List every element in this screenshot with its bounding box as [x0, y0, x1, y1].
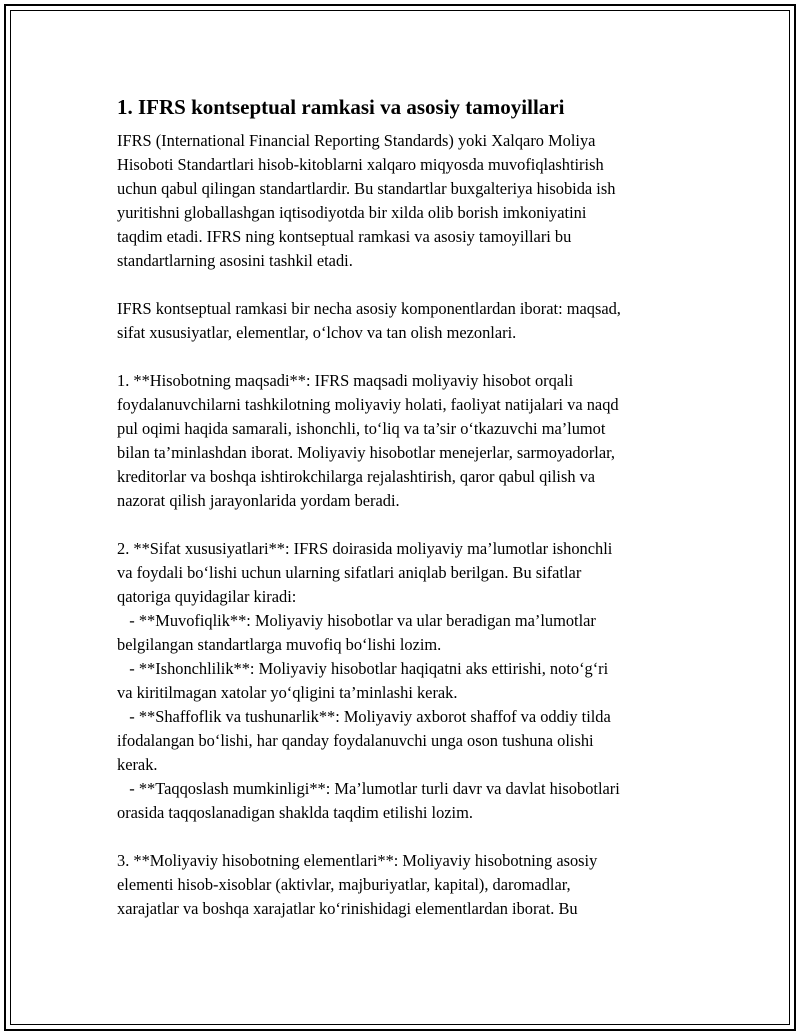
paragraph [117, 369, 695, 513]
paragraph [117, 537, 695, 825]
text-line: orasida taqqoslanadigan shaklda taqdim etilishi lozim. [117, 803, 473, 822]
text-line: - **Muvofiqlik**: Moliyaviy hisobotlar va ular beradigan ma’lumotlar [117, 611, 596, 630]
text-line: 1. **Hisobotning maqsadi**: IFRS maqsadi moliyaviy hisobot orqali [117, 371, 574, 390]
text-line: standartlarning asosini tashkil etadi. [117, 251, 353, 270]
paragraph [117, 129, 695, 273]
text-line: - **Taqqoslash mumkinligi**: Ma’lumotlar turli davr va davlat hisobotlari [117, 779, 620, 798]
paragraph [117, 849, 695, 921]
text-line: ifodalangan bo‘lishi, har qanday foydalanuvchi unga oson tushuna olishi [117, 731, 594, 750]
document-body [117, 94, 695, 945]
text-line: taqdim etadi. IFRS ning kontseptual ramkasi va asosiy tamoyillari bu [117, 227, 572, 246]
text-line: belgilangan standartlarga muvofiq bo‘lishi lozim. [117, 635, 442, 654]
text-line: 3. **Moliyaviy hisobotning elementlari**: Moliyaviy hisobotning asosiy [117, 851, 598, 870]
text-line: elementi hisob-xisoblar (aktivlar, majburiyatlar, kapital), daromadlar, [117, 875, 571, 894]
text-line: Hisoboti Standartlari hisob-kitoblarni xalqaro miqyosda muvofiqlashtirish [117, 155, 604, 174]
text-line: yuritishni globallashgan iqtisodiyotda bir xilda olib borish imkoniyatini [117, 203, 587, 222]
text-line: va foydali bo‘lishi uchun ularning sifatlari aniqlab berilgan. Bu sifatlar [117, 563, 582, 582]
text-line: sifat xususiyatlar, elementlar, o‘lchov va tan olish mezonlari. [117, 323, 517, 342]
text-line: bilan ta’minlashdan iborat. Moliyaviy hisobotlar menejerlar, sarmoyadorlar, [117, 443, 616, 462]
text-line: qatoriga quyidagilar kiradi: [117, 587, 297, 606]
paragraph-list [117, 129, 695, 921]
text-line: va kiritilmagan xatolar yo‘qligini ta’minlashi kerak. [117, 683, 458, 702]
text-line: kreditorlar va boshqa ishtirokchilarga rejalashtirish, qaror qabul qilish va [117, 467, 596, 486]
text-line: - **Ishonchlilik**: Moliyaviy hisobotlar haqiqatni aks ettirishi, noto‘g‘ri [117, 659, 609, 678]
document-title: 1. IFRS kontseptual ramkasi va asosiy tamoyillari [117, 95, 565, 119]
text-line: pul oqimi haqida samarali, ishonchli, to‘liq va ta’sir o‘tkazuvchi ma’lumot [117, 419, 606, 438]
paragraph [117, 297, 695, 345]
text-line: - **Shaffoflik va tushunarlik**: Moliyaviy axborot shaffof va oddiy tilda [117, 707, 611, 726]
text-line: nazorat qilish jarayonlarida yordam beradi. [117, 491, 400, 510]
text-line: uchun qabul qilingan standartlardir. Bu standartlar buxgalteriya hisobida ish [117, 179, 616, 198]
text-line: kerak. [117, 755, 158, 774]
text-line: IFRS kontseptual ramkasi bir necha asosiy komponentlardan iborat: maqsad, [117, 299, 621, 318]
text-line: foydalanuvchilarni tashkilotning moliyaviy holati, faoliyat natijalari va naqd [117, 395, 619, 414]
text-line: IFRS (International Financial Reporting Standards) yoki Xalqaro Moliya [117, 131, 596, 150]
text-line: xarajatlar va boshqa xarajatlar ko‘rinishidagi elementlardan iborat. Bu [117, 899, 578, 918]
text-line: 2. **Sifat xususiyatlari**: IFRS doirasida moliyaviy ma’lumotlar ishonchli [117, 539, 613, 558]
